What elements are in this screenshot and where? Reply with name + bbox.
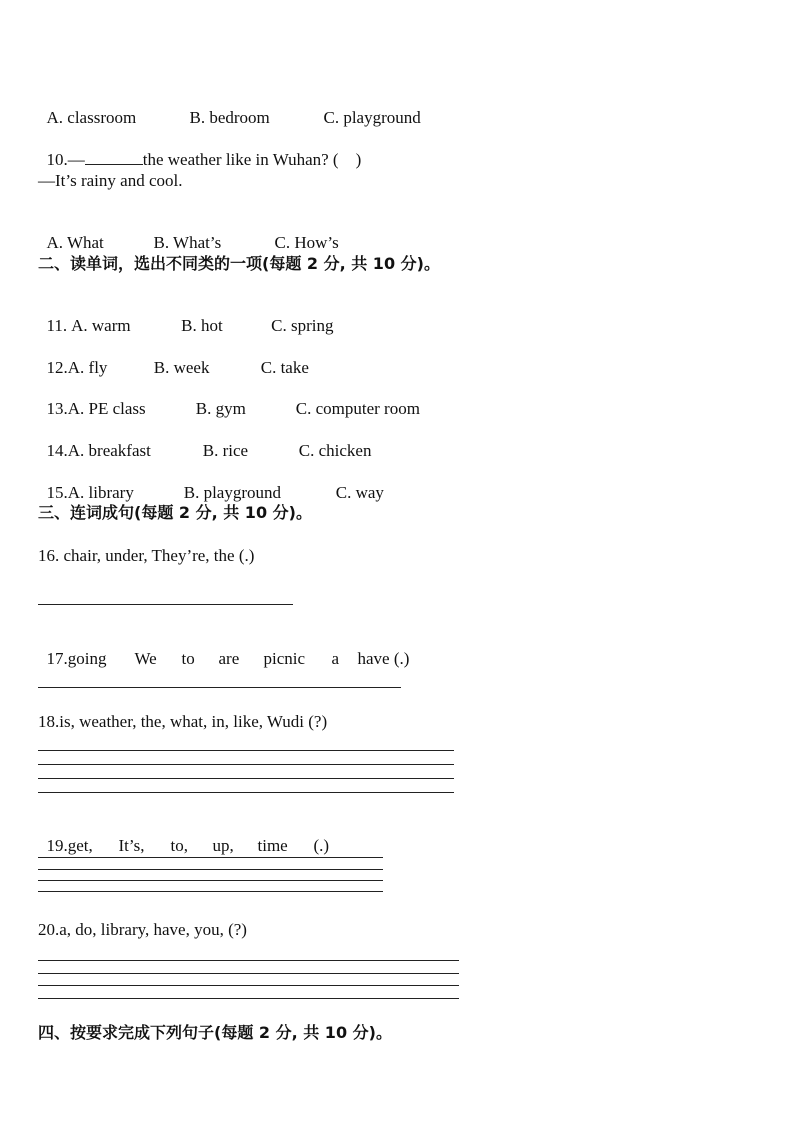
- q11-option-c: C. spring: [271, 316, 334, 335]
- q14-option-c: C. chicken: [298, 441, 372, 460]
- q13: [38, 379, 420, 419]
- q15-option-c: C. way: [335, 483, 384, 502]
- q13-option-c: C. computer room: [295, 399, 420, 418]
- q18-answer-line[interactable]: [38, 750, 454, 751]
- q14-number: 14.: [46, 441, 68, 460]
- q18-answer-line[interactable]: [38, 764, 454, 765]
- q20: 20.a, do, library, have, you, (?): [38, 920, 247, 939]
- q17-word: picnic: [263, 649, 306, 668]
- q17-word: are: [218, 649, 240, 668]
- q17-word: 17.going: [46, 649, 107, 668]
- q19-word: time: [257, 836, 288, 855]
- q19-word: up,: [212, 836, 234, 855]
- q16-answer-line[interactable]: [38, 604, 293, 605]
- section4-heading: 四、按要求完成下列句子(每题 2 分, 共 10 分)。: [38, 1023, 392, 1042]
- q9-option-b: B. bedroom: [189, 108, 270, 127]
- section2-heading: 二、读单词，选出不同类的一项(每题 2 分, 共 10 分)。: [38, 254, 440, 273]
- q10-options: [38, 213, 339, 253]
- q10-question: [38, 130, 361, 170]
- q19-word: (.): [313, 836, 330, 855]
- q11-option-a: A. warm: [71, 316, 131, 335]
- q12-option-a: A. fly: [67, 358, 108, 377]
- q10-text: the weather like in Wuhan? ( ): [142, 150, 362, 169]
- q20-answer-line[interactable]: [38, 998, 459, 999]
- section3-heading: 三、连词成句(每题 2 分, 共 10 分)。: [38, 503, 312, 522]
- q19-answer-line[interactable]: [38, 880, 383, 881]
- q11: [38, 296, 333, 336]
- q18: 18.is, weather, the, what, in, like, Wudi (?): [38, 712, 328, 731]
- q12-option-c: C. take: [260, 358, 309, 377]
- q10-option-a: A. What: [46, 233, 104, 252]
- q19-answer-line[interactable]: [38, 857, 383, 858]
- q12-option-b: B. week: [153, 358, 210, 377]
- q17-answer-line[interactable]: [38, 687, 401, 688]
- q13-option-a: A. PE class: [67, 399, 146, 418]
- q19-word: It’s,: [118, 836, 145, 855]
- q19-word: 19.get,: [46, 836, 93, 855]
- q16: 16. chair, under, They’re, the (.): [38, 546, 255, 565]
- q20-answer-line[interactable]: [38, 960, 459, 961]
- q9-option-a: A. classroom: [46, 108, 137, 127]
- q18-answer-line[interactable]: [38, 792, 454, 793]
- q13-option-b: B. gym: [195, 399, 246, 418]
- q14-option-a: A. breakfast: [67, 441, 151, 460]
- q10-dash: —: [67, 150, 85, 169]
- q19-answer-line[interactable]: [38, 891, 383, 892]
- q12: [38, 338, 309, 378]
- q9-option-c: C. playground: [323, 108, 421, 127]
- q17: [38, 629, 409, 669]
- q11-option-b: B. hot: [181, 316, 223, 335]
- q10-option-b: B. What’s: [153, 233, 222, 252]
- q9-options: [38, 88, 421, 128]
- q10-option-c: C. How’s: [274, 233, 339, 252]
- q14: [38, 421, 371, 461]
- q20-answer-line[interactable]: [38, 973, 459, 974]
- q17-word: a: [331, 649, 340, 668]
- q18-answer-line[interactable]: [38, 778, 454, 779]
- q15-number: 15.: [46, 483, 68, 502]
- q19-word: to,: [170, 836, 188, 855]
- q17-word: We: [134, 649, 157, 668]
- q15-option-b: B. playground: [183, 483, 282, 502]
- q17-word: to: [181, 649, 195, 668]
- q12-number: 12.: [46, 358, 68, 377]
- q10-number: 10.: [46, 150, 68, 169]
- q20-answer-line[interactable]: [38, 985, 459, 986]
- q19: [38, 816, 329, 856]
- q19-answer-line[interactable]: [38, 869, 383, 870]
- q14-option-b: B. rice: [202, 441, 249, 460]
- q15: [38, 463, 384, 503]
- q11-number: 11.: [46, 316, 68, 335]
- q10-blank[interactable]: [85, 150, 143, 165]
- q13-number: 13.: [46, 399, 68, 418]
- q17-word: have (.): [357, 649, 410, 668]
- q10-reply: —It’s rainy and cool.: [38, 171, 183, 190]
- q15-option-a: A. library: [67, 483, 134, 502]
